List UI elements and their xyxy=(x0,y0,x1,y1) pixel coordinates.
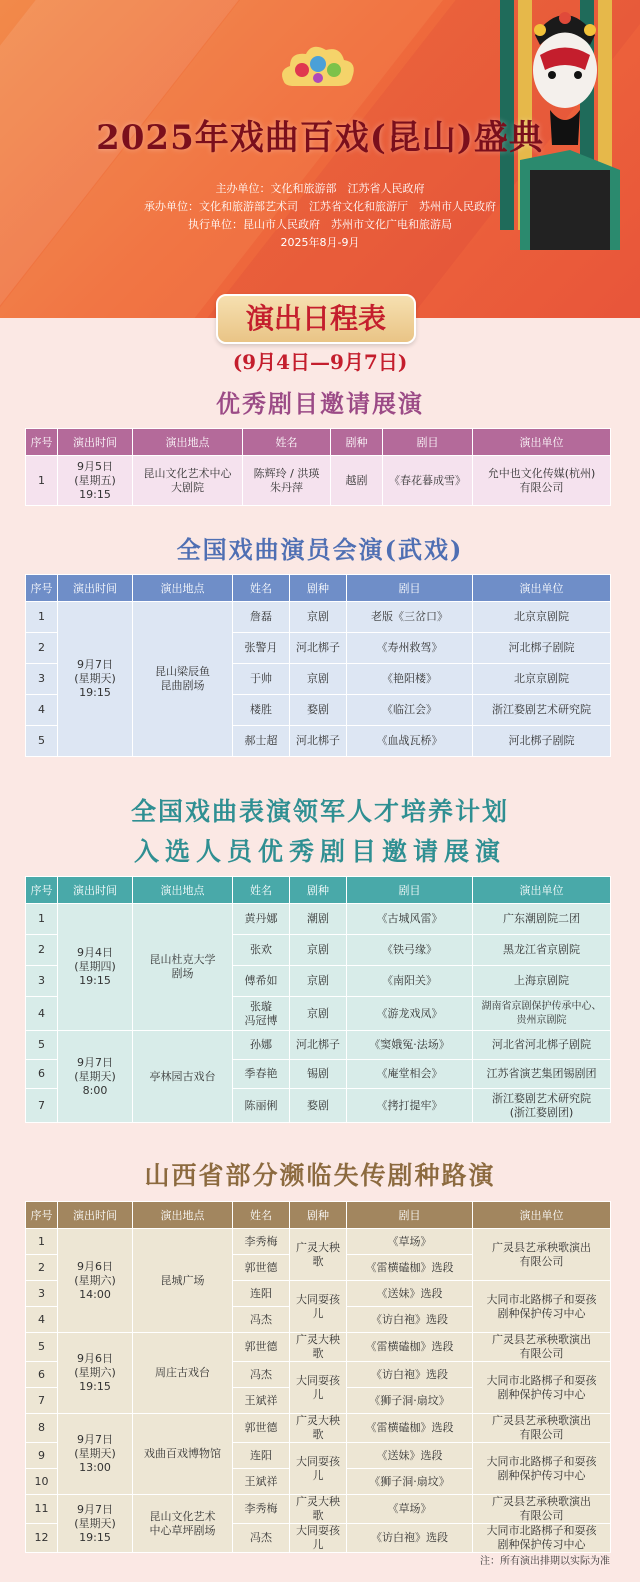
cell-troupe: 广灵县艺承秧歌演出 有限公司 xyxy=(473,1229,611,1281)
section4-title: 山西省部分濒临失传剧种路演 xyxy=(144,1161,496,1190)
cell-name: 冯杰 xyxy=(233,1307,290,1333)
cell-venue: 昆山文化艺术 中心草坪剧场 xyxy=(133,1495,233,1553)
cell-genre: 广灵大秧歌 xyxy=(290,1414,347,1443)
cell-troupe: 湖南省京剧保护传承中心、 贵州京剧院 xyxy=(473,997,611,1031)
cell-play: 《狮子洞·扇坟》 xyxy=(347,1469,473,1495)
col-no: 序号 xyxy=(26,877,58,904)
col-time: 演出时间 xyxy=(58,575,133,602)
section1-title: 优秀剧目邀请展演 xyxy=(216,389,424,418)
cell-genre: 河北梆子 xyxy=(290,726,347,757)
schedule-title: 演出日程表 xyxy=(216,294,416,344)
cell-no: 7 xyxy=(26,1089,58,1123)
table-row xyxy=(26,456,611,506)
table-row xyxy=(26,1333,611,1362)
cell-troupe: 河北梆子剧院 xyxy=(473,726,611,757)
cell-name: 陈辉玲 / 洪瑛 朱丹萍 xyxy=(243,456,331,506)
table-row xyxy=(26,1495,611,1524)
table-row xyxy=(26,602,611,633)
cell-genre: 河北梆子 xyxy=(290,633,347,664)
cell-no: 12 xyxy=(26,1524,58,1553)
cell-play: 《访白袍》选段 xyxy=(347,1524,473,1553)
cell-play: 《临江会》 xyxy=(347,695,473,726)
cell-no: 3 xyxy=(26,1281,58,1307)
cell-play: 《窦娥冤·法场》 xyxy=(347,1031,473,1060)
col-play: 剧目 xyxy=(383,429,473,456)
cell-troupe: 广灵县艺承秧歌演出 有限公司 xyxy=(473,1495,611,1524)
cell-troupe: 广东潮剧院二团 xyxy=(473,904,611,935)
cell-genre: 广灵大秧歌 xyxy=(290,1333,347,1362)
cell-name: 于帅 xyxy=(233,664,290,695)
col-venue: 演出地点 xyxy=(133,1202,233,1229)
cell-name: 冯杰 xyxy=(233,1362,290,1388)
col-troupe: 演出单位 xyxy=(473,575,611,602)
cell-troupe: 大同市北路梆子和耍孩 剧种保护传习中心 xyxy=(473,1362,611,1414)
cell-venue: 昆城广场 xyxy=(133,1229,233,1333)
cell-troupe: 广灵县艺承秧歌演出 有限公司 xyxy=(473,1414,611,1443)
cell-venue: 戏曲百戏博物馆 xyxy=(133,1414,233,1495)
cell-genre: 大同耍孩儿 xyxy=(290,1281,347,1333)
cell-time: 9月5日 (星期五) 19:15 xyxy=(58,456,133,506)
col-genre: 剧种 xyxy=(290,877,347,904)
cell-no: 6 xyxy=(26,1060,58,1089)
cell-play: 《访白袍》选段 xyxy=(347,1362,473,1388)
cell-name: 张欢 xyxy=(233,935,290,966)
cell-name: 郭世德 xyxy=(233,1333,290,1362)
cell-play: 《南阳关》 xyxy=(347,966,473,997)
cell-name: 连阳 xyxy=(233,1281,290,1307)
cell-no: 11 xyxy=(26,1495,58,1524)
section3-table xyxy=(25,876,611,1123)
col-name: 姓名 xyxy=(233,877,290,904)
table-header-row xyxy=(26,429,611,456)
cell-no: 2 xyxy=(26,1255,58,1281)
cell-play: 《草场》 xyxy=(347,1229,473,1255)
col-time: 演出时间 xyxy=(58,1202,133,1229)
cloud-logo-icon xyxy=(278,42,358,90)
col-venue: 演出地点 xyxy=(133,575,233,602)
col-troupe: 演出单位 xyxy=(473,429,611,456)
section3-title-line2: 入选人员优秀剧目邀请展演 xyxy=(133,837,506,866)
cell-time: 9月7日 (星期天) 19:15 xyxy=(58,1495,133,1553)
cell-troupe: 浙江婺剧艺术研究院 xyxy=(473,695,611,726)
table-row xyxy=(26,1031,611,1060)
col-name: 姓名 xyxy=(233,1202,290,1229)
cell-genre: 大同耍孩儿 xyxy=(290,1443,347,1495)
col-venue: 演出地点 xyxy=(133,429,243,456)
cell-name: 王斌祥 xyxy=(233,1388,290,1414)
cell-genre: 锡剧 xyxy=(290,1060,347,1089)
cell-name: 张璇 冯冠博 xyxy=(233,997,290,1031)
cell-time: 9月7日 (星期天) 8:00 xyxy=(58,1031,133,1123)
cell-venue: 昆山杜克大学 剧场 xyxy=(133,904,233,1031)
cell-no: 6 xyxy=(26,1362,58,1388)
schedule-dates: (9月4日—9月7日) xyxy=(232,350,408,374)
cell-name: 郭世德 xyxy=(233,1414,290,1443)
cell-genre: 广灵大秧歌 xyxy=(290,1495,347,1524)
cell-troupe: 黑龙江省京剧院 xyxy=(473,935,611,966)
cell-no: 9 xyxy=(26,1443,58,1469)
cell-play: 《访白袍》选段 xyxy=(347,1307,473,1333)
cell-name: 楼胜 xyxy=(233,695,290,726)
col-play: 剧目 xyxy=(347,1202,473,1229)
cell-genre: 京剧 xyxy=(290,997,347,1031)
col-no: 序号 xyxy=(26,429,58,456)
cell-troupe: 大同市北路梆子和耍孩 剧种保护传习中心 xyxy=(473,1443,611,1495)
cell-time: 9月7日 (星期天) 13:00 xyxy=(58,1414,133,1495)
cell-play: 《血战瓦桥》 xyxy=(347,726,473,757)
cell-name: 黄丹娜 xyxy=(233,904,290,935)
cell-troupe: 浙江婺剧艺术研究院 (浙江婺剧团) xyxy=(473,1089,611,1123)
col-venue: 演出地点 xyxy=(133,877,233,904)
section4-table xyxy=(25,1201,611,1553)
cell-genre: 大同耍孩儿 xyxy=(290,1524,347,1553)
cell-genre: 京剧 xyxy=(290,935,347,966)
cell-genre: 广灵大秧歌 xyxy=(290,1229,347,1281)
table-header-row xyxy=(26,575,611,602)
cell-play: 《雷横磕枷》选段 xyxy=(347,1333,473,1362)
cell-no: 8 xyxy=(26,1414,58,1443)
cell-no: 5 xyxy=(26,726,58,757)
cell-no: 3 xyxy=(26,664,58,695)
event-period: 2025年8月-9月 xyxy=(280,236,360,249)
cell-genre: 越剧 xyxy=(331,456,383,506)
cell-name: 孙娜 xyxy=(233,1031,290,1060)
cell-venue: 亭林园古戏台 xyxy=(133,1031,233,1123)
table-row xyxy=(26,1414,611,1443)
col-name: 姓名 xyxy=(233,575,290,602)
cell-no: 4 xyxy=(26,1307,58,1333)
cell-play: 《送妹》选段 xyxy=(347,1281,473,1307)
cell-play: 老版《三岔口》 xyxy=(347,602,473,633)
cell-genre: 京剧 xyxy=(290,664,347,695)
cell-play: 《古城风雷》 xyxy=(347,904,473,935)
section2-title: 全国戏曲演员会演(武戏) xyxy=(176,535,464,564)
cell-play: 《狮子洞·扇坟》 xyxy=(347,1388,473,1414)
cell-no: 5 xyxy=(26,1333,58,1362)
cell-troupe: 江苏省演艺集团锡剧团 xyxy=(473,1060,611,1089)
section2-table xyxy=(25,574,611,757)
cell-genre: 大同耍孩儿 xyxy=(290,1362,347,1414)
cell-play: 《艳阳楼》 xyxy=(347,664,473,695)
col-genre: 剧种 xyxy=(290,575,347,602)
cell-time: 9月7日 (星期天) 19:15 xyxy=(58,602,133,757)
cell-no: 1 xyxy=(26,602,58,633)
cell-no: 2 xyxy=(26,935,58,966)
cell-no: 1 xyxy=(26,1229,58,1255)
cell-no: 10 xyxy=(26,1469,58,1495)
cell-genre: 河北梆子 xyxy=(290,1031,347,1060)
col-no: 序号 xyxy=(26,575,58,602)
cell-play: 《游龙戏凤》 xyxy=(347,997,473,1031)
cell-play: 《寿州救驾》 xyxy=(347,633,473,664)
cell-troupe: 允中也文化传媒(杭州) 有限公司 xyxy=(473,456,611,506)
cell-venue: 周庄古戏台 xyxy=(133,1333,233,1414)
cell-play: 《雷横磕枷》选段 xyxy=(347,1255,473,1281)
event-title: 2025年戏曲百戏(昆山)盛典 xyxy=(96,118,544,158)
cell-play: 《春花暮成雪》 xyxy=(383,456,473,506)
cell-name: 李秀梅 xyxy=(233,1229,290,1255)
cell-play: 《拷打提牢》 xyxy=(347,1089,473,1123)
cell-troupe: 河北梆子剧院 xyxy=(473,633,611,664)
cell-no: 2 xyxy=(26,633,58,664)
cell-troupe: 大同市北路梆子和耍孩 剧种保护传习中心 xyxy=(473,1524,611,1553)
section3-title-line1: 全国戏曲表演领军人才培养计划 xyxy=(130,797,509,826)
cell-name: 王斌祥 xyxy=(233,1469,290,1495)
cell-play: 《庵堂相会》 xyxy=(347,1060,473,1089)
table-header-row xyxy=(26,1202,611,1229)
cell-genre: 京剧 xyxy=(290,602,347,633)
organizer-line: 承办单位：文化和旅游部艺术司 江苏省文化和旅游厅 苏州市人民政府 xyxy=(144,200,496,213)
cell-play: 《草场》 xyxy=(347,1495,473,1524)
cell-troupe: 河北省河北梆子剧院 xyxy=(473,1031,611,1060)
col-genre: 剧种 xyxy=(331,429,383,456)
cell-troupe: 北京京剧院 xyxy=(473,664,611,695)
col-genre: 剧种 xyxy=(290,1202,347,1229)
cell-genre: 潮剧 xyxy=(290,904,347,935)
header-banner xyxy=(0,0,640,318)
cell-play: 《铁弓缘》 xyxy=(347,935,473,966)
cell-venue: 昆山文化艺术中心 大剧院 xyxy=(133,456,243,506)
cell-troupe: 广灵县艺承秧歌演出 有限公司 xyxy=(473,1333,611,1362)
cell-no: 4 xyxy=(26,695,58,726)
table-row xyxy=(26,1229,611,1255)
cell-time: 9月6日 (星期六) 14:00 xyxy=(58,1229,133,1333)
col-time: 演出时间 xyxy=(58,877,133,904)
cell-troupe: 大同市北路梆子和耍孩 剧种保护传习中心 xyxy=(473,1281,611,1333)
cell-troupe: 北京京剧院 xyxy=(473,602,611,633)
cell-name: 郝士超 xyxy=(233,726,290,757)
cell-name: 张警月 xyxy=(233,633,290,664)
cell-play: 《雷横磕枷》选段 xyxy=(347,1414,473,1443)
cell-troupe: 上海京剧院 xyxy=(473,966,611,997)
cell-time: 9月6日 (星期六) 19:15 xyxy=(58,1333,133,1414)
cell-name: 傅希如 xyxy=(233,966,290,997)
cell-no: 1 xyxy=(26,904,58,935)
cell-name: 陈丽俐 xyxy=(233,1089,290,1123)
organizer-line: 执行单位：昆山市人民政府 苏州市文化广电和旅游局 xyxy=(188,218,452,231)
cell-no: 7 xyxy=(26,1388,58,1414)
cell-venue: 昆山梁辰鱼 昆曲剧场 xyxy=(133,602,233,757)
cell-genre: 婺剧 xyxy=(290,695,347,726)
cell-name: 詹磊 xyxy=(233,602,290,633)
cell-no: 3 xyxy=(26,966,58,997)
cell-name: 冯杰 xyxy=(233,1524,290,1553)
cell-name: 郭世德 xyxy=(233,1255,290,1281)
col-troupe: 演出单位 xyxy=(473,877,611,904)
cell-no: 5 xyxy=(26,1031,58,1060)
cell-name: 李秀梅 xyxy=(233,1495,290,1524)
section1-table xyxy=(25,428,611,506)
col-troupe: 演出单位 xyxy=(473,1202,611,1229)
col-play: 剧目 xyxy=(347,877,473,904)
cell-genre: 京剧 xyxy=(290,966,347,997)
organizer-line: 主办单位：文化和旅游部 江苏省人民政府 xyxy=(215,182,425,195)
cell-no: 4 xyxy=(26,997,58,1031)
col-name: 姓名 xyxy=(243,429,331,456)
col-time: 演出时间 xyxy=(58,429,133,456)
cell-name: 季春艳 xyxy=(233,1060,290,1089)
cell-no: 1 xyxy=(26,456,58,506)
cell-time: 9月4日 (星期四) 19:15 xyxy=(58,904,133,1031)
footnote: 注：所有演出排期以实际为准 xyxy=(480,1556,610,1567)
cell-play: 《送妹》选段 xyxy=(347,1443,473,1469)
cell-name: 连阳 xyxy=(233,1443,290,1469)
cell-genre: 婺剧 xyxy=(290,1089,347,1123)
table-row xyxy=(26,904,611,935)
col-play: 剧目 xyxy=(347,575,473,602)
table-header-row xyxy=(26,877,611,904)
col-no: 序号 xyxy=(26,1202,58,1229)
organizer-list xyxy=(0,180,640,252)
